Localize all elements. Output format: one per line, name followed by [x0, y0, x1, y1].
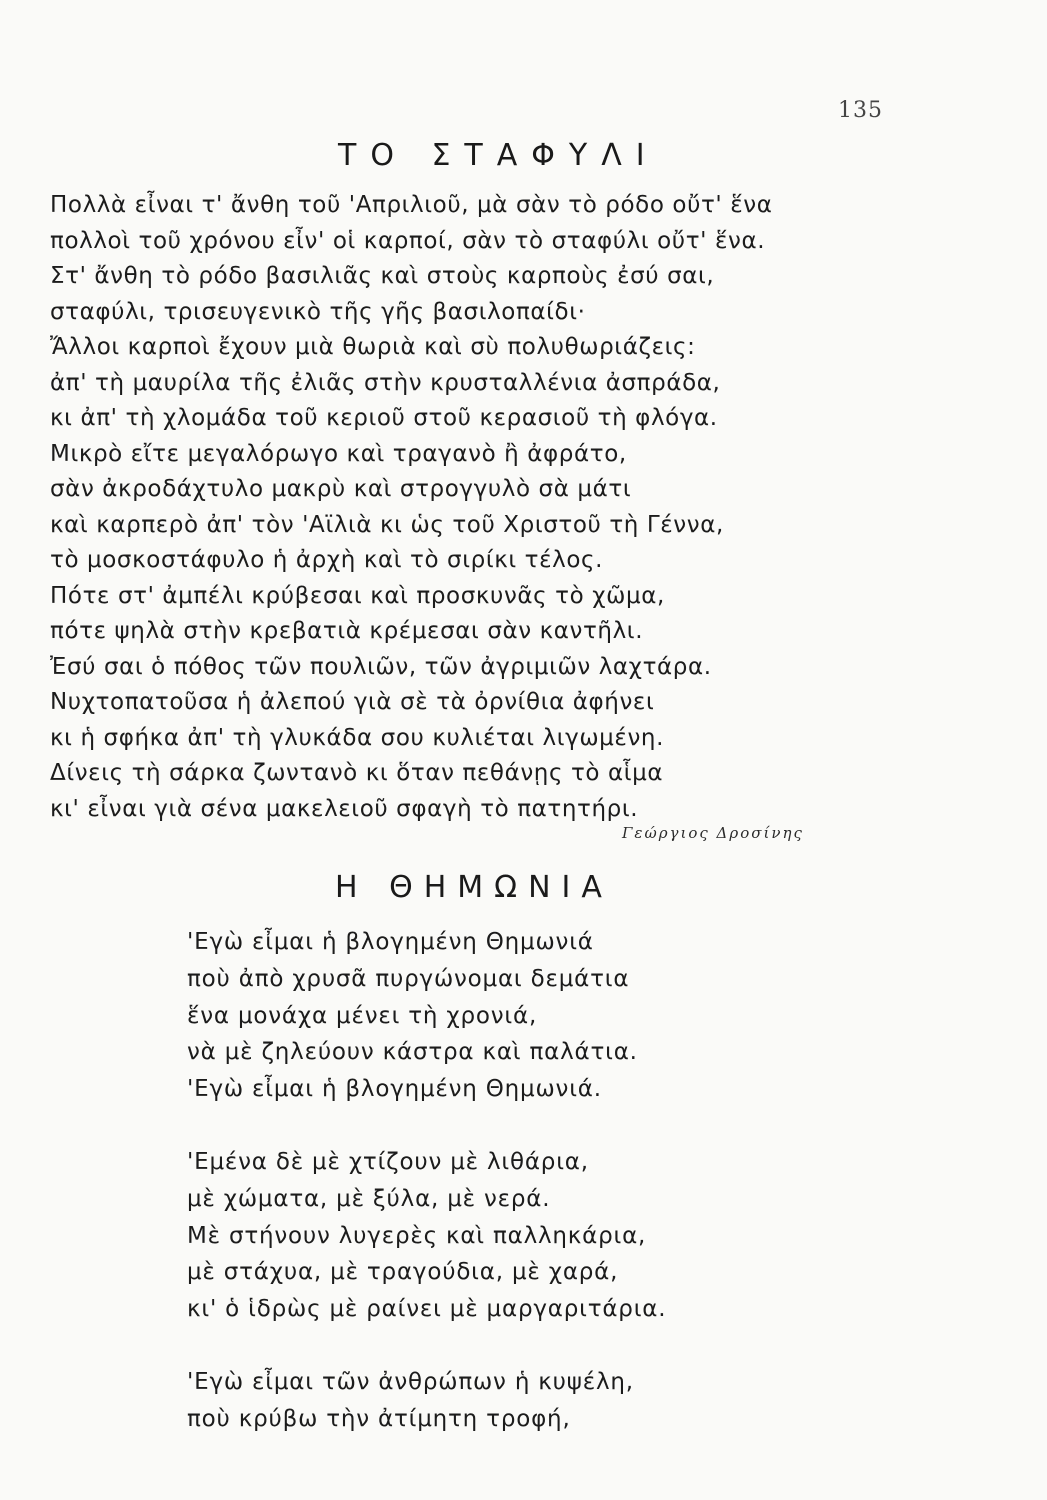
poem-line: κι' ὁ ἱδρὼς μὲ ραίνει μὲ μαργαριτάρια. [187, 1296, 667, 1323]
poem-line: Μικρὸ εἴτε μεγαλόρωγο καὶ τραγανὸ ἢ ἀφράτο, [50, 440, 627, 467]
poem-line: 'Εγὼ εἶμαι τῶν ἀνθρώπων ἡ κυψέλη, [187, 1368, 634, 1395]
poem-title-thimonia: Η ΘΗΜΩΝΙΑ [335, 870, 613, 905]
poem-line: κι ἀπ' τὴ χλομάδα τοῦ κεριοῦ στοῦ κερασιοῦ τὴ φλόγα. [50, 405, 718, 431]
poem-line: νὰ μὲ ζηλεύουν κάστρα καὶ παλάτια. [187, 1039, 638, 1066]
poem-author: Γεώργιος Δροσίνης [622, 824, 804, 842]
poem-line: Ἄλλοι καρποὶ ἔχουν μιὰ θωριὰ καὶ σὺ πολυθωριάζεις: [50, 334, 696, 360]
poem-line: πότε ψηλὰ στὴν κρεβατιὰ κρέμεσαι σὰν καντῆλι. [50, 618, 644, 644]
poem-line: 'Εμένα δὲ μὲ χτίζουν μὲ λιθάρια, [187, 1148, 589, 1175]
poem-line: Πότε στ' ἀμπέλι κρύβεσαι καὶ προσκυνᾶς τὸ χῶμα, [50, 582, 665, 609]
stanza [187, 1144, 947, 1328]
poem-line: Ἐσύ σαι ὁ πόθος τῶν πουλιῶν, τῶν ἀγριμιῶν λαχτάρα. [50, 653, 712, 680]
poem-line: μὲ στάχυα, μὲ τραγούδια, μὲ χαρά, [187, 1259, 619, 1286]
poem-line: 'Εγὼ εἶμαι ἡ βλογημένη Θημωνιά. [187, 1076, 602, 1103]
poem-line: 'Εγὼ εἶμαι ἡ βλογημένη Θημωνιά [187, 929, 594, 955]
poem-line: ἕνα μονάχα μένει τὴ χρονιά, [187, 1002, 538, 1029]
poem-line: κι ἡ σφήκα ἀπ' τὴ γλυκάδα σου κυλιέται λιγωμένη. [50, 724, 664, 751]
stanza [187, 1364, 947, 1438]
poem-line: καὶ καρπερὸ ἀπ' τὸν 'Αϊλιὰ κι ὡς τοῦ Χριστοῦ τὴ Γέννα, [50, 511, 724, 538]
page-number: 135 [838, 98, 883, 123]
poem-line: ἀπ' τὴ μαυρίλα τῆς ἐλιᾶς στὴν κρυσταλλένια ἀσπράδα, [50, 369, 721, 396]
poem-line: Πολλὰ εἶναι τ' ἄνθη τοῦ 'Απριλιοῦ, μὰ σὰν τὸ ρόδο οὔτ' ἕνα [50, 192, 773, 218]
poem-line: ποὺ κρύβω τὴν ἀτίμητη τροφή, [187, 1405, 571, 1432]
poem-line: μὲ χώματα, μὲ ξύλα, μὲ νερά. [187, 1185, 551, 1212]
poem-stafyli-body [50, 188, 930, 827]
poem-line: ποὺ ἀπὸ χρυσᾶ πυργώνομαι δεμάτια [187, 965, 630, 992]
stanza [187, 924, 947, 1108]
poem-line: σταφύλι, τρισευγενικὸ τῆς γῆς βασιλοπαίδι· [50, 298, 586, 325]
poem-line: σὰν ἀκροδάχτυλο μακρὺ καὶ στρογγυλὸ σὰ μάτι [50, 476, 632, 502]
poem-line: πολλοὶ τοῦ χρόνου εἶν' οἱ καρποί, σὰν τὸ σταφύλι οὔτ' ἕνα. [50, 227, 766, 254]
poem-line: Στ' ἄνθη τὸ ρόδο βασιλιᾶς καὶ στοὺς καρποὺς ἐσύ σαι, [50, 263, 715, 289]
poem-line: Δίνεις τὴ σάρκα ζωντανὸ κι ὅταν πεθάνῃς τὸ αἷμα [50, 760, 664, 786]
poem-line: Μὲ στήνουν λυγερὲς καὶ παλληκάρια, [187, 1222, 647, 1249]
poem-line: Νυχτοπατοῦσα ἡ ἀλεπού γιὰ σὲ τὰ ὀρνίθια ἀφήνει [50, 689, 655, 715]
poem-line: τὸ μοσκοστάφυλο ἡ ἀρχὴ καὶ τὸ σιρίκι τέλος. [50, 547, 604, 573]
poem-line: κι' εἶναι γιὰ σένα μακελειοῦ σφαγὴ τὸ πατητήρι. [50, 795, 639, 822]
poem-thimonia-body [187, 924, 947, 1474]
poem-title-stafyli: ΤΟ ΣΤΑΦΥΛΙ [338, 138, 659, 173]
